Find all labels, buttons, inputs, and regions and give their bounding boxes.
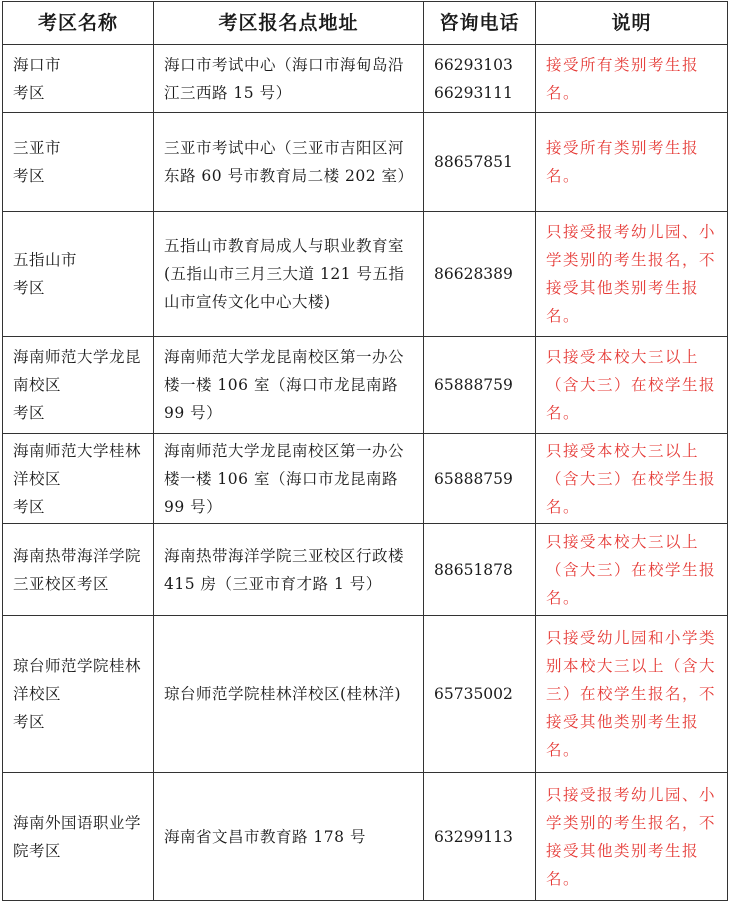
table-row: [3, 212, 728, 337]
registration-note: 只接受本校大三以上（含大三）在校学生报名。: [536, 524, 728, 616]
district-name: 海南热带海洋学院三亚校区考区: [3, 524, 154, 616]
table-row: [3, 337, 728, 434]
district-name: 海南外国语职业学院考区: [3, 773, 154, 901]
header-address: 考区报名点地址: [154, 2, 424, 45]
registration-address: 海南省文昌市教育路 178 号: [154, 773, 424, 901]
table-row: [3, 434, 728, 524]
registration-address: 五指山市教育局成人与职业教育室(五指山市三月三大道 121 号五指山市宣传文化中心大楼): [154, 212, 424, 337]
table-row: [3, 773, 728, 901]
registration-address: 海南师范大学龙昆南校区第一办公楼一楼 106 室（海口市龙昆南路 99 号）: [154, 434, 424, 524]
header-phone: 咨询电话: [424, 2, 536, 45]
contact-phone: 66293103 66293111: [424, 45, 536, 113]
contact-phone: 65735002: [424, 616, 536, 773]
registration-address: 海南师范大学龙昆南校区第一办公楼一楼 106 室（海口市龙昆南路 99 号）: [154, 337, 424, 434]
contact-phone: 88651878: [424, 524, 536, 616]
district-name: 海南师范大学桂林洋校区 考区: [3, 434, 154, 524]
table-row: [3, 45, 728, 113]
contact-phone: 88657851: [424, 113, 536, 212]
header-name: 考区名称: [3, 2, 154, 45]
district-name: 海南师范大学龙昆南校区 考区: [3, 337, 154, 434]
contact-phone: 65888759: [424, 434, 536, 524]
contact-phone: 86628389: [424, 212, 536, 337]
district-name: 海口市 考区: [3, 45, 154, 113]
registration-note: 只接受报考幼儿园、小学类别的考生报名，不接受其他类别考生报名。: [536, 212, 728, 337]
registration-note: 只接受本校大三以上（含大三）在校学生报名。: [536, 434, 728, 524]
district-name: 琼台师范学院桂林洋校区 考区: [3, 616, 154, 773]
registration-address: 海口市考试中心（海口市海甸岛沿江三西路 15 号）: [154, 45, 424, 113]
registration-address: 三亚市考试中心（三亚市吉阳区河东路 60 号市教育局二楼 202 室）: [154, 113, 424, 212]
exam-registration-table: [2, 1, 728, 901]
header-row: [3, 2, 728, 45]
registration-note: 接受所有类别考生报名。: [536, 113, 728, 212]
registration-note: 只接受报考幼儿园、小学类别的考生报名，不接受其他类别考生报名。: [536, 773, 728, 901]
registration-note: 只接受本校大三以上（含大三）在校学生报名。: [536, 337, 728, 434]
district-name: 三亚市 考区: [3, 113, 154, 212]
header-note: 说明: [536, 2, 728, 45]
contact-phone: 65888759: [424, 337, 536, 434]
contact-phone: 63299113: [424, 773, 536, 901]
table-row: [3, 616, 728, 773]
table-row: [3, 113, 728, 212]
registration-note: 接受所有类别考生报名。: [536, 45, 728, 113]
registration-note: 只接受幼儿园和小学类别本校大三以上（含大三）在校学生报名，不接受其他类别考生报名。: [536, 616, 728, 773]
table-row: [3, 524, 728, 616]
registration-address: 海南热带海洋学院三亚校区行政楼 415 房（三亚市育才路 1 号）: [154, 524, 424, 616]
registration-address: 琼台师范学院桂林洋校区(桂林洋): [154, 616, 424, 773]
district-name: 五指山市 考区: [3, 212, 154, 337]
